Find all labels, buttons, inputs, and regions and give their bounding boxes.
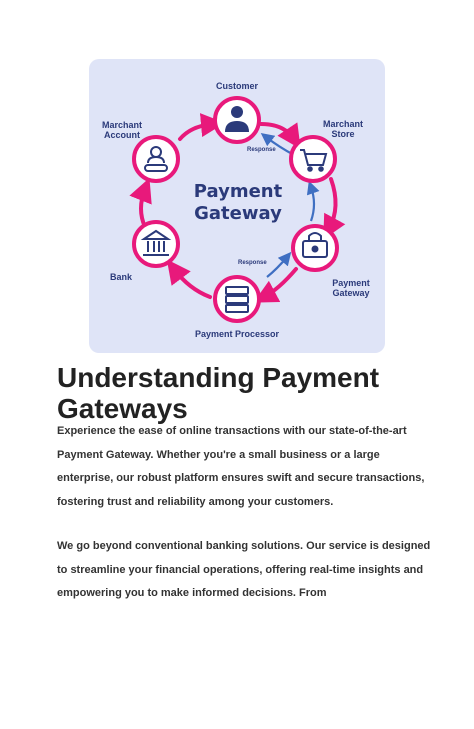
- node-customer: [215, 98, 259, 142]
- node-merchant-account: [134, 137, 178, 181]
- label-merchant-store-line1: Marchant: [322, 119, 363, 129]
- article-paragraph-1: Experience the ease of online transactions with our state-of-the-art Payment Gateway. Whether you're a small business or a large enterprise, our robust platform ensures swift and secure transactions, fostering trust and reliability among your customers.: [57, 425, 425, 509]
- node-payment-gateway: [293, 226, 337, 270]
- node-bank: [134, 222, 178, 266]
- arrow-customer-to-store: [261, 124, 294, 139]
- arrow-gateway-to-processor: [264, 269, 296, 297]
- article-heading: Understanding Payment Gateways: [57, 362, 380, 424]
- node-payment-processor: [215, 277, 259, 321]
- payment-gateway-diagram: [89, 59, 385, 353]
- label-merchant-account-line1: Marchant: [101, 120, 142, 130]
- label-merchant-store-line2: Store: [331, 129, 355, 139]
- arrow-store-to-gateway: [329, 179, 336, 229]
- label-response-top: Response: [247, 147, 276, 153]
- label-customer: Customer: [215, 81, 258, 91]
- response-arrow-bottom: [267, 257, 287, 277]
- label-payment-gateway: [323, 278, 379, 298]
- label-payment-gateway-line2: Gateway: [332, 288, 370, 298]
- node-merchant-store: [291, 137, 335, 181]
- diagram-center-title: [173, 181, 303, 225]
- article-paragraph-2: We go beyond conventional banking solutions. Our service is designed to streamline your financial operations, offering real-time insights and empowering you to make informed decisions. From: [57, 540, 431, 600]
- arrow-account-to-customer: [180, 124, 213, 139]
- label-merchant-account: [92, 120, 152, 140]
- center-title-line2: Gateway: [194, 203, 282, 224]
- center-title-line1: Payment: [193, 181, 283, 202]
- label-payment-gateway-line1: Payment: [332, 278, 370, 288]
- label-merchant-store: [315, 119, 371, 139]
- label-merchant-account-line2: Account: [104, 130, 140, 140]
- arrow-processor-to-bank: [174, 269, 210, 297]
- label-response-bottom: Response: [238, 260, 267, 266]
- label-bank: Bank: [109, 272, 132, 282]
- arrow-bank-to-account: [141, 189, 145, 227]
- label-payment-processor: Payment Processor: [194, 329, 280, 339]
- response-arrow-right: [311, 187, 314, 221]
